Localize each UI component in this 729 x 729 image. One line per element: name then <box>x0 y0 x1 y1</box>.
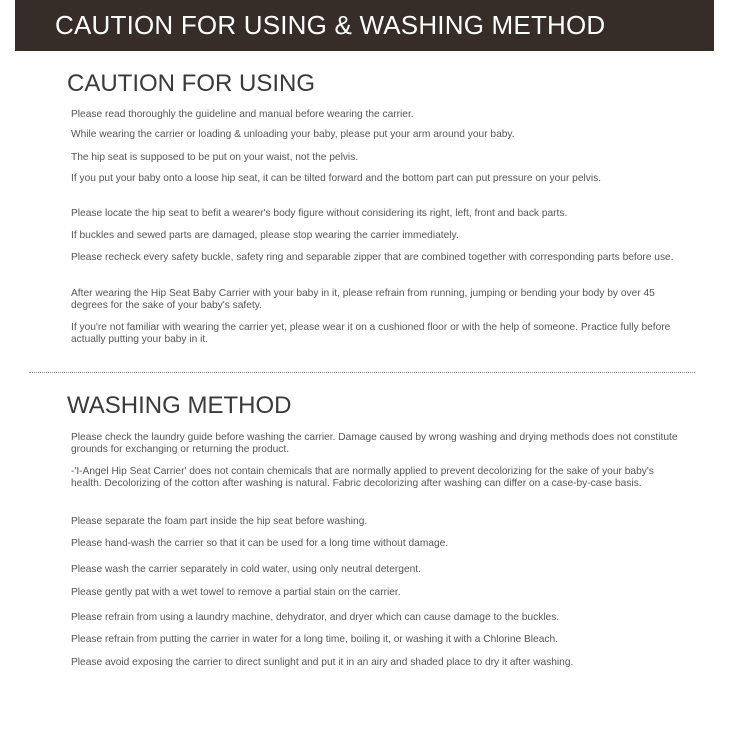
caution-item: After wearing the Hip Seat Baby Carrier with your baby in it, please refrain from running, jumping or bending your body by over 45 degrees for the sake of your baby's safety. <box>71 288 655 311</box>
washing-item: Please wash the carrier separately in cold water, using only neutral detergent. <box>71 564 421 575</box>
banner-title: CAUTION FOR USING & WASHING METHOD <box>55 10 606 40</box>
washing-item: Please refrain from using a laundry machine, dehydrator, and dryer which can cause damage to the buckles. <box>71 612 560 623</box>
caution-item: If buckles and sewed parts are damaged, please stop wearing the carrier immediately. <box>71 230 459 241</box>
washing-item: Please refrain from putting the carrier in water for a long time, boiling it, or washing it with a Chlorine Bleach. <box>71 634 558 645</box>
title-banner <box>15 0 714 51</box>
washing-item: Please avoid exposing the carrier to direct sunlight and put it in an airy and shaded place to dry it after washing. <box>71 657 574 668</box>
washing-item: -'I-Angel Hip Seat Carrier' does not contain chemicals that are normally applied to prevent decolorizing for the sake of your baby's health. Decolorizing of the cotton after washing is natural. Fabric decolorizing after washing can differ on a case-by-case basis. <box>71 466 654 489</box>
caution-item: While wearing the carrier or loading & unloading your baby, please put your arm around your baby. <box>71 129 515 140</box>
caution-item: If you put your baby onto a loose hip seat, it can be tilted forward and the bottom part can put pressure on your pelvis. <box>71 173 602 184</box>
washing-item: Please gently pat with a wet towel to remove a partial stain on the carrier. <box>71 587 401 598</box>
washing-item: Please separate the foam part inside the hip seat before washing. <box>71 516 368 527</box>
caution-item: Please locate the hip seat to befit a wearer's body figure without considering its right, left, front and back parts. <box>71 208 568 219</box>
section-divider <box>29 372 695 373</box>
washing-heading: WASHING METHOD <box>67 392 292 419</box>
washing-item: Please check the laundry guide before washing the carrier. Damage caused by wrong washing and drying methods does not constitute grounds for exchanging or returning the product. <box>71 432 678 455</box>
caution-item: Please read thoroughly the guideline and manual before wearing the carrier. <box>71 109 414 120</box>
washing-item: Please hand-wash the carrier so that it can be used for a long time without damage. <box>71 538 449 549</box>
caution-item: The hip seat is supposed to be put on your waist, not the pelvis. <box>71 152 359 163</box>
caution-item: Please recheck every safety buckle, safety ring and separable zipper that are combined together with corresponding parts before use. <box>71 252 674 263</box>
caution-heading: CAUTION FOR USING <box>67 70 316 97</box>
caution-item: If you're not familiar with wearing the carrier yet, please wear it on a cushioned floor or with the help of someone. Practice fully before actually putting your baby in it. <box>71 322 671 345</box>
